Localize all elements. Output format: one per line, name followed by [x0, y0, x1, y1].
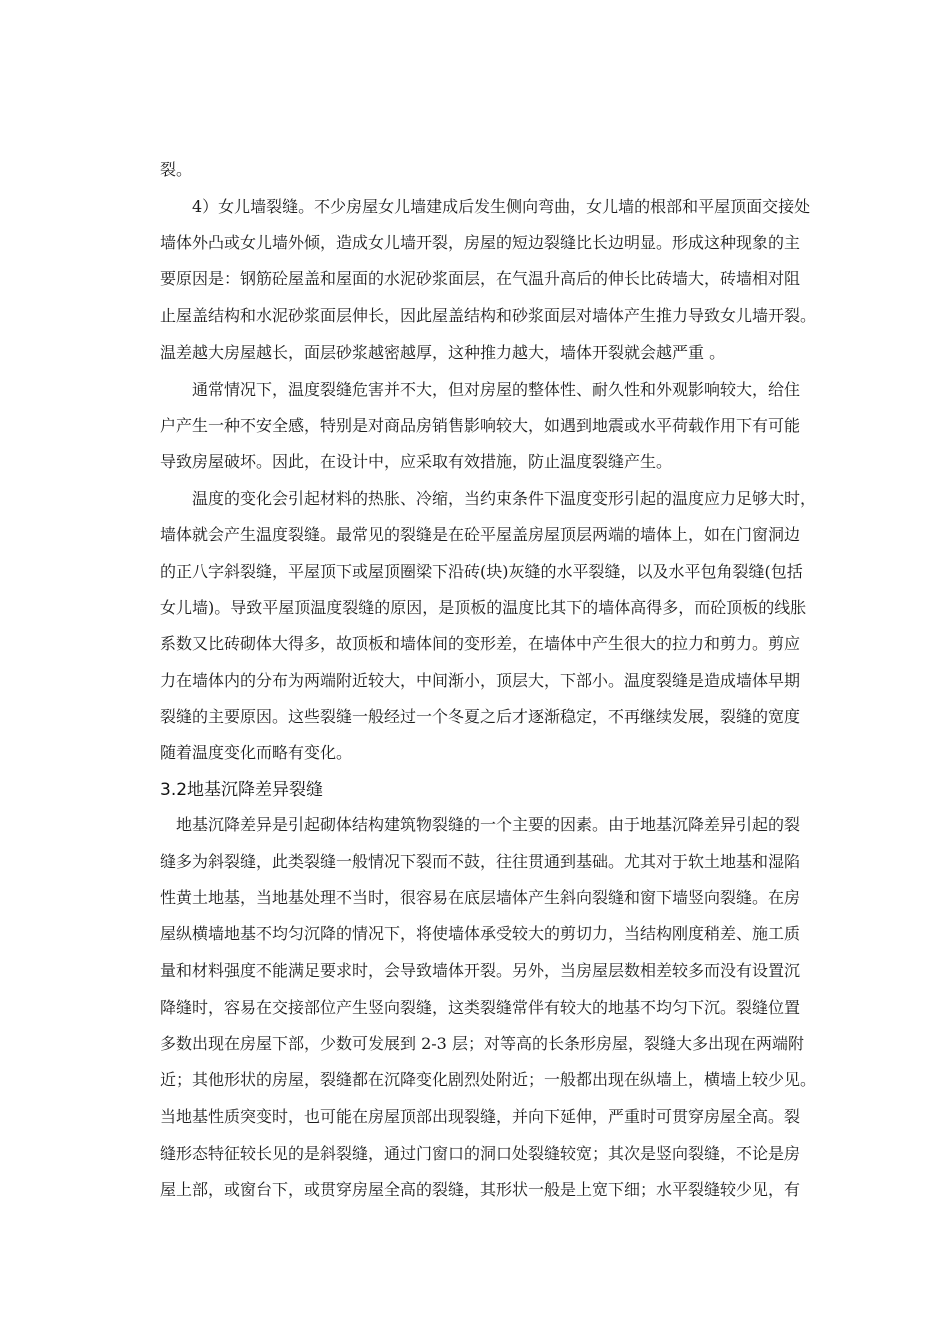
- text-line: 缝形态特征较长见的是斜裂缝，通过门窗口的洞口处裂缝较宽；其次是竖向裂缝，不论是房: [160, 1144, 801, 1163]
- text-line: 墙体就会产生温度裂缝。最常见的裂缝是在砼平屋盖房屋顶层两端的墙体上，如在门窗洞边: [160, 525, 801, 544]
- text-line: 量和材料强度不能满足要求时，会导致墙体开裂。另外，当房屋层数相差较多而没有设置沉: [160, 961, 801, 980]
- text-line: 通常情况下，温度裂缝危害并不大，但对房屋的整体性、耐久性和外观影响较大，给住: [192, 380, 801, 399]
- text-line: 要原因是：钢筋砼屋盖和屋面的水泥砂浆面层，在气温升高后的伸长比砖墙大，砖墙相对阻: [160, 269, 801, 288]
- text-line: 系数又比砖砌体大得多，故顶板和墙体间的变形差，在墙体中产生很大的拉力和剪力。剪应: [160, 634, 801, 653]
- text-line: 地基沉降差异是引起砌体结构建筑物裂缝的一个主要的因素。由于地基沉降差异引起的裂: [176, 815, 801, 834]
- text-line: 裂缝的主要原因。这些裂缝一般经过一个冬夏之后才逐渐稳定，不再继续发展，裂缝的宽度: [160, 707, 801, 726]
- text-line: 屋纵横墙地基不均匀沉降的情况下，将使墙体承受较大的剪切力，当结构刚度稍差、施工质: [160, 924, 801, 943]
- text-line: 户产生一种不安全感，特别是对商品房销售影响较大，如遇到地震或水平荷载作用下有可能: [160, 416, 801, 435]
- text-line: 随着温度变化而略有变化。: [160, 743, 353, 762]
- text-line: 当地基性质突变时，也可能在房屋顶部出现裂缝，并向下延伸，严重时可贯穿房屋全高。裂: [160, 1107, 801, 1126]
- text-line: 的正八字斜裂缝，平屋顶下或屋顶圈梁下沿砖(块)灰缝的水平裂缝，以及水平包角裂缝(包括: [160, 562, 803, 581]
- text-line: 4）女儿墙裂缝。不少房屋女儿墙建成后发生侧向弯曲，女儿墙的根部和平屋顶面交接处: [192, 197, 811, 216]
- text-line: 女儿墙)。导致平屋顶温度裂缝的原因，是顶板的温度比其下的墙体高得多，而砼顶板的线胀: [160, 598, 807, 617]
- text-line: 温度的变化会引起材料的热胀、冷缩，当约束条件下温度变形引起的温度应力足够大时，: [192, 489, 817, 508]
- text-line: 止屋盖结构和水泥砂浆面层伸长，因此屋盖结构和砂浆面层对墙体产生推力导致女儿墙开裂。: [160, 306, 817, 325]
- text-line: 性黄土地基，当地基处理不当时，很容易在底层墙体产生斜向裂缝和窗下墙竖向裂缝。在房: [160, 888, 801, 907]
- text-line: 温差越大房屋越长，面层砂浆越密越厚，这种推力越大，墙体开裂就会越严重 。: [160, 343, 726, 362]
- text-line: 近；其他形状的房屋，裂缝都在沉降变化剧烈处附近；一般都出现在纵墙上，横墙上较少见。: [160, 1070, 817, 1089]
- text-line: 屋上部，或窗台下，或贯穿房屋全高的裂缝，其形状一般是上宽下细；水平裂缝较少见，有: [160, 1180, 801, 1199]
- text-line: 降缝时，容易在交接部位产生竖向裂缝，这类裂缝常伴有较大的地基不均匀下沉。裂缝位置: [160, 998, 801, 1017]
- text-line: 力在墙体内的分布为两端附近较大，中间渐小，顶层大，下部小。温度裂缝是造成墙体早期: [160, 671, 801, 690]
- text-line: 缝多为斜裂缝，此类裂缝一般情况下裂而不鼓，往往贯通到基础。尤其对于软土地基和湿陷: [160, 852, 801, 871]
- text-line: 裂。: [160, 160, 193, 179]
- section-heading: 3.2地基沉降差异裂缝: [160, 780, 324, 800]
- text-line: 导致房屋破坏。因此，在设计中，应采取有效措施，防止温度裂缝产生。: [160, 452, 673, 471]
- text-line: 多数出现在房屋下部，少数可发展到 2-3 层；对等高的长条形房屋，裂缝大多出现在两端附: [160, 1034, 804, 1053]
- text-line: 墙体外凸或女儿墙外倾，造成女儿墙开裂，房屋的短边裂缝比长边明显。形成这种现象的主: [160, 233, 801, 252]
